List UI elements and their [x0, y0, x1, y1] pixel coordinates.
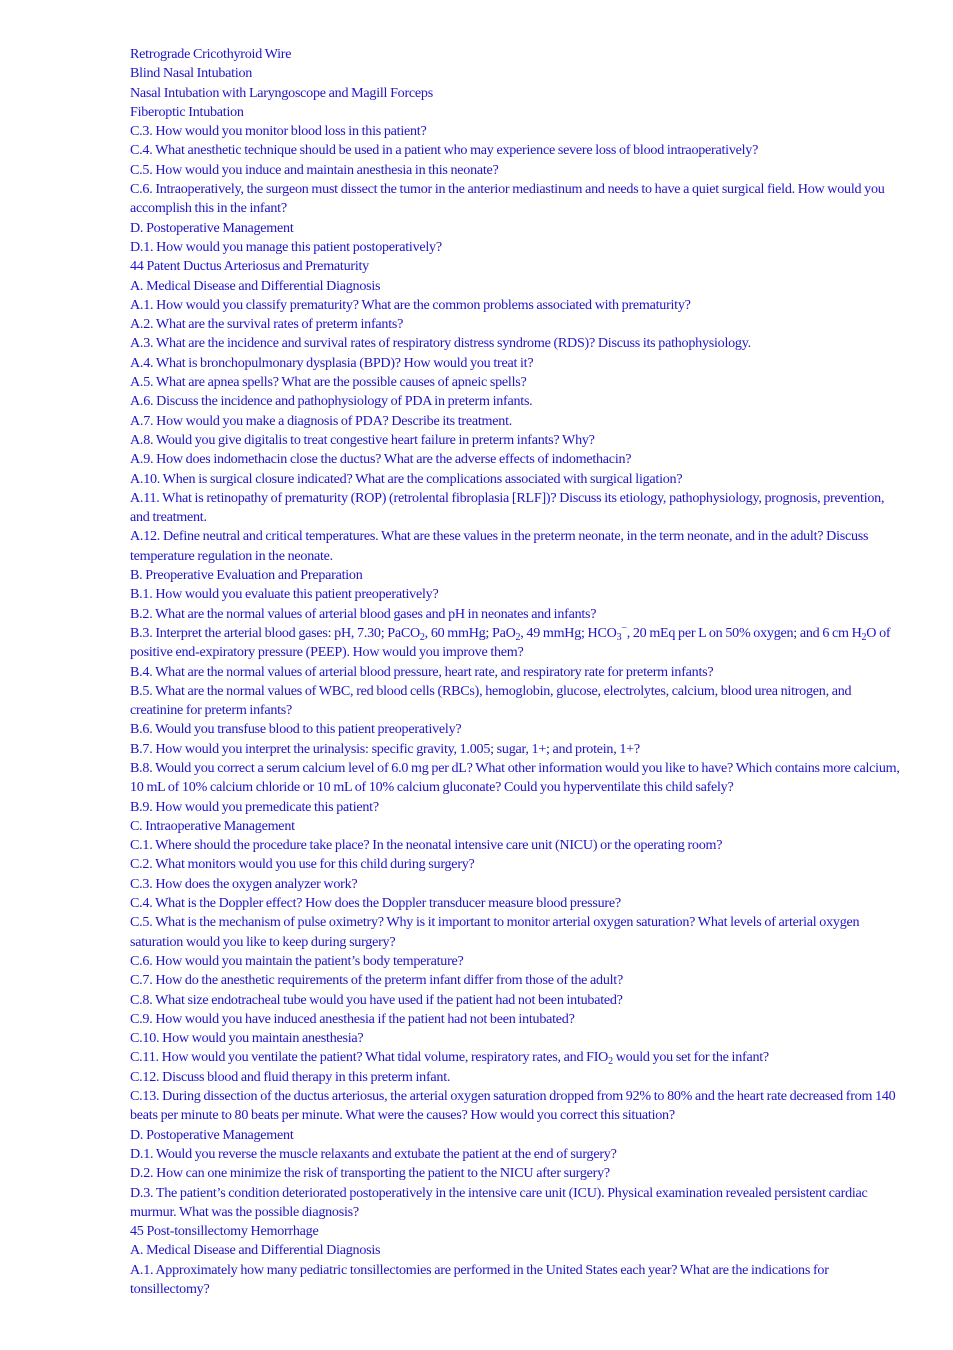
text-line: Retrograde Cricothyroid Wire [130, 46, 292, 62]
text-line: C.10. How would you maintain anesthesia? [130, 1030, 364, 1047]
text-line: B.2. What are the normal values of arterial blood gases and pH in neonates and infants? [130, 605, 597, 622]
text-line: B. Preoperative Evaluation and Preparation [130, 567, 363, 584]
text-line: C. Intraoperative Management [130, 817, 295, 834]
text-line: B.1. How would you evaluate this patient preoperatively? [130, 586, 439, 603]
text-line: B.7. How would you interpret the urinalysis: specific gravity, 1.005; sugar, 1+; and protein, 1+? [130, 740, 640, 757]
text-line: B.9. How would you premedicate this patient? [130, 798, 379, 815]
text-line: A.8. Would you give digitalis to treat congestive heart failure in preterm infants? Why? [130, 431, 595, 448]
text-line: C.8. What size endotracheal tube would you have used if the patient had not been intubated? [130, 991, 623, 1008]
text-line: C.4. What anesthetic technique should be used in a patient who may experience severe loss of blood intraoperatively? [130, 142, 759, 159]
text-line: B.4. What are the normal values of arterial blood pressure, heart rate, and respiratory rate for preterm infants? [130, 663, 714, 680]
text-line: A.1. How would you classify prematurity? What are the common problems associated with prematurity? [130, 296, 691, 313]
text-line: 44 Patent Ductus Arteriosus and Prematurity [130, 258, 369, 275]
text-line: Fiberoptic Intubation [130, 103, 244, 120]
text-line: A.7. How would you make a diagnosis of PDA? Describe its treatment. [130, 412, 513, 429]
text-line: C.11. How would you ventilate the patient? What tidal volume, respiratory rates, and $FIO_2$ would you set for the infant? [130, 1049, 769, 1068]
text-line: C.3. How would you monitor blood loss in this patient? [130, 123, 427, 140]
text-line: A.11. What is retinopathy of prematurity (ROP) (retrolental fibroplasia [RLF])? Discuss its etiology, pathophysiology, prognosis, prevention, and treatment. [130, 489, 885, 526]
text-line: C.6. How would you maintain the patient’s body temperature? [130, 952, 464, 969]
text-line: C.1. Where should the procedure take place? In the neonatal intensive care unit (NICU) or the operating room? [130, 837, 723, 854]
text-line: Nasal Intubation with Laryngoscope and Magill Forceps [130, 84, 433, 101]
text-line: C.7. How do the anesthetic requirements of the preterm infant differ from those of the adult? [130, 972, 623, 989]
text-line: Blind Nasal Intubation [130, 65, 253, 82]
document-page [130, 45, 900, 1299]
text-line: A.9. How does indomethacin close the ductus? What are the adverse effects of indomethacin? [130, 451, 632, 468]
text-line: A.12. Define neutral and critical temperatures. What are these values in the preterm neonate, in the term neonate, and in the adult? Discuss temperature regulation in the neonate. [130, 528, 869, 564]
text-line: C.9. How would you have induced anesthesia if the patient had not been intubated? [130, 1010, 575, 1027]
text-line: C.6. Intraoperatively, the surgeon must dissect the tumor in the anterior mediastinum and needs to have a quiet surgical field. How would you accomplish this in the infant? [130, 181, 885, 217]
text-line: B.5. What are the normal values of WBC, red blood cells (RBCs), hemoglobin, glucose, electrolytes, calcium, blood urea nitrogen, and creatinine for preterm infants? [130, 682, 852, 719]
text-line: C.13. During dissection of the ductus arteriosus, the arterial oxygen saturation dropped from 92% to 80% and the heart rate decreased from 140 beats per minute to 80 beats per minute. What were the causes? How would you correct this situation? [130, 1088, 896, 1124]
text-line: 45 Post-tonsillectomy Hemorrhage [130, 1223, 319, 1240]
text-line: A.5. What are apnea spells? What are the possible causes of apneic spells? [130, 374, 527, 391]
text-line: A. Medical Disease and Differential Diagnosis [130, 277, 381, 294]
text-line: D.1. How would you manage this patient postoperatively? [130, 238, 442, 255]
text-line: A.2. What are the survival rates of preterm infants? [130, 316, 404, 333]
text-line: D. Postoperative Management [130, 219, 294, 236]
text-line: B.8. Would you correct a serum calcium level of 6.0 mg per dL? What other information would you like to have? Which contains more calcium, 10 mL of 10% calcium chloride or 10 mL of 10% calcium gluconate? Could you hyperventilate this child safely? [130, 759, 900, 796]
text-line: A. Medical Disease and Differential Diagnosis [130, 1242, 381, 1259]
text-line: C.4. What is the Doppler effect? How does the Doppler transducer measure blood pressure? [130, 895, 621, 912]
text-line: C.5. What is the mechanism of pulse oximetry? Why is it important to monitor arterial oxygen saturation? What levels of arterial oxygen saturation would you like to keep during surgery? [130, 914, 860, 950]
text-line: A.1. Approximately how many pediatric tonsillectomies are performed in the United States each year? What are the indications for tonsillectomy? [130, 1261, 829, 1297]
text-line: C.3. How does the oxygen analyzer work? [130, 875, 358, 892]
text-line: D.2. How can one minimize the risk of transporting the patient to the NICU after surgery? [130, 1165, 610, 1182]
text-line: B.3. Interpret the arterial blood gases: pH, 7.30; PaCO$_2$, 60 mmHg; PaO$_2$, 49 mmHg; $HCO_3^-$, 20 mEq per L on 50% oxygen; and 6 cm $H_2O$ of positive end-expiratory pressure (PEEP). How would you improve them? [130, 622, 891, 661]
text-line: B.6. Would you transfuse blood to this patient preoperatively? [130, 721, 462, 738]
text-line: C.2. What monitors would you use for this child during surgery? [130, 856, 475, 873]
text-line: C.12. Discuss blood and fluid therapy in this preterm infant. [130, 1068, 451, 1085]
text-line: D.3. The patient’s condition deteriorated postoperatively in the intensive care unit (ICU). Physical examination revealed persistent cardiac murmur. What was the possible diagnosis? [130, 1184, 868, 1220]
text-line: A.6. Discuss the incidence and pathophysiology of PDA in preterm infants. [130, 393, 533, 410]
text-line: D.1. Would you reverse the muscle relaxants and extubate the patient at the end of surgery? [130, 1145, 617, 1162]
text-line: D. Postoperative Management [130, 1126, 294, 1143]
text-line: C.5. How would you induce and maintain anesthesia in this neonate? [130, 161, 499, 178]
text-line: A.3. What are the incidence and survival rates of respiratory distress syndrome (RDS)? Discuss its pathophysiology. [130, 335, 751, 352]
text-line: A.4. What is bronchopulmonary dysplasia (BPD)? How would you treat it? [130, 354, 534, 371]
text-line: A.10. When is surgical closure indicated? What are the complications associated with surgical ligation? [130, 470, 683, 487]
